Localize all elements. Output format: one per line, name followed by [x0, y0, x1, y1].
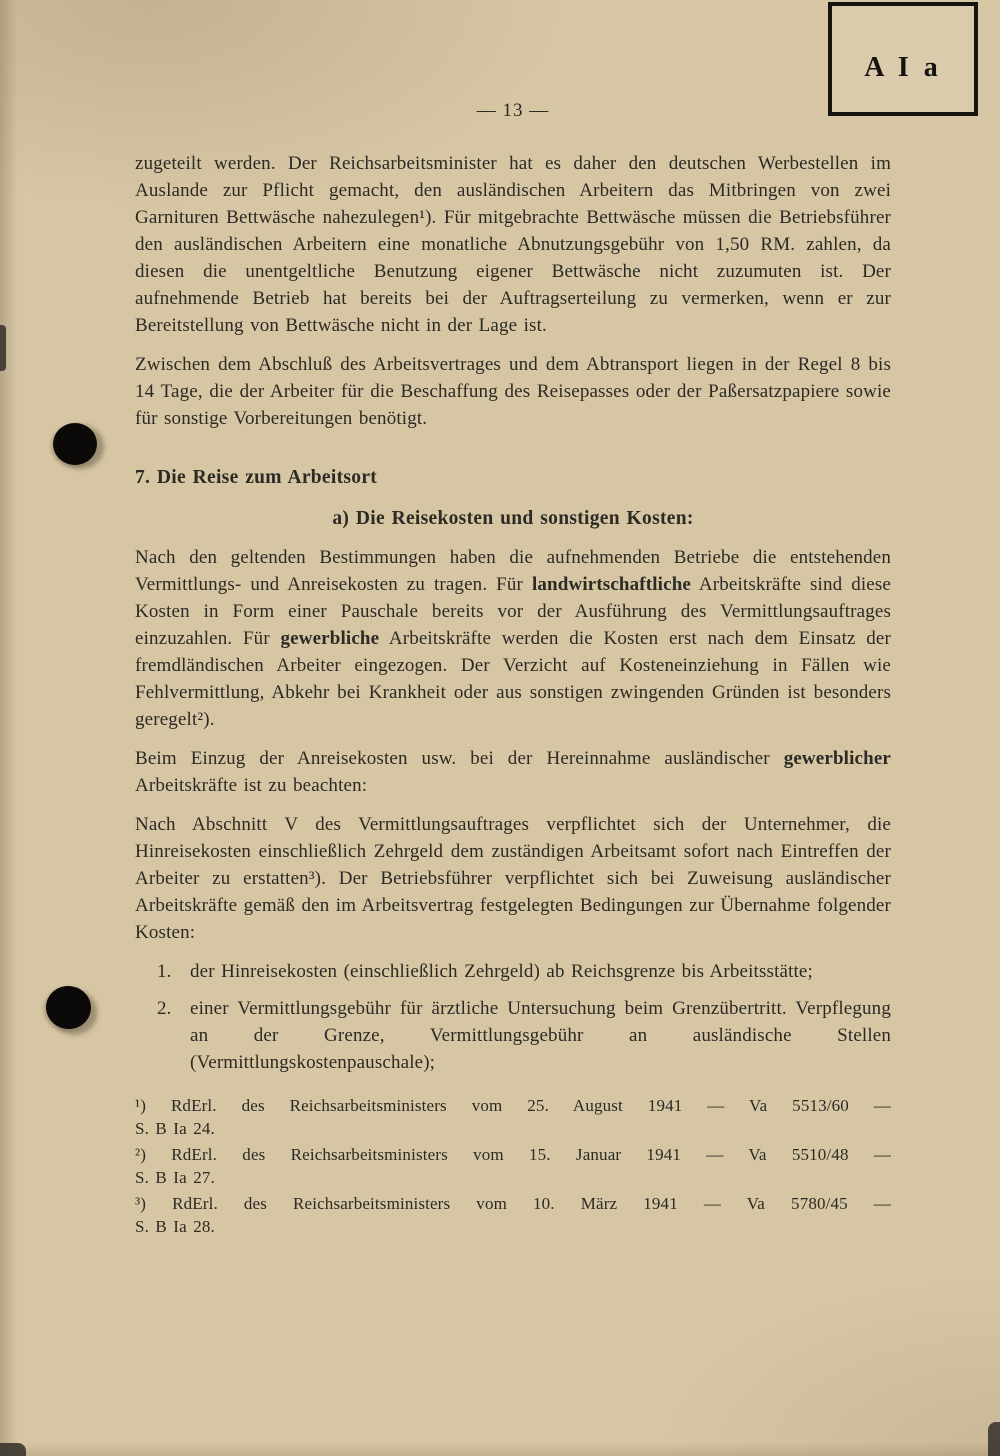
footnote-3 [135, 1192, 891, 1238]
footnote-1 [135, 1094, 891, 1140]
list-number: 2. [157, 998, 172, 1019]
footnote-text: ¹) RdErl. des Reichsarbeitsministers vom 25. August 1941 — Va 5513/60 — [135, 1096, 891, 1115]
section-label: A I a [864, 52, 942, 83]
list-text: der Hinreisekosten (einschließlich Zehrgeld) ab Reichsgrenze bis Arbeitsstätte; [190, 961, 813, 982]
section-label-box [828, 2, 978, 116]
footnote-2 [135, 1143, 891, 1189]
list-text: einer Vermittlungsgebühr für ärztliche Untersuchung beim Grenzübertritt. Verpflegung an der Grenze, Vermittlungsgebühr an ausländische Stellen (Vermittlungskostenpauschale); [190, 998, 891, 1073]
scan-artifact-bottom-left [0, 1443, 26, 1456]
page-number: — 13 — [476, 100, 550, 121]
list-number: 1. [157, 961, 172, 982]
scan-artifact-bottom-right [988, 1422, 1000, 1456]
punch-hole-bottom [43, 983, 94, 1032]
punch-hole-top [53, 423, 97, 465]
scan-artifact-left-edge [0, 325, 6, 371]
paragraph-costs: Nach den geltenden Bestimmungen haben die aufnehmenden Betriebe die entstehenden Vermittlungs- und Anreisekosten zu tragen. Für landwirtschaftliche Arbeitskräfte sind diese Kosten in Form einer Pauschale bereits vor der Ausführung des Vermittlungsauftrages einzuzahlen. Für gewerbliche Arbeitskräfte werden die Kosten erst nach dem Einsatz der fremdländischen Arbeiter eingezogen. Der Verzicht auf Kosteneinziehung in Fällen wie Fehlvermittlung, Abkehr bei Krankheit oder aus sonstigen zwingenden Gründen ist besonders geregelt²). [135, 547, 891, 730]
sub-heading: a) Die Reisekosten und sonstigen Kosten: [332, 508, 694, 529]
paragraph-section-v: Nach Abschnitt V des Vermittlungsauftrages verpflichtet sich der Unternehmer, die Hinreisekosten einschließlich Zehrgeld dem zuständigen Arbeitsamt sofort nach Eintreffen der Arbeiter zu erstatten³). Der Betriebsführer verpflichtet sich bei Zuweisung ausländischer Arbeitskräfte gemäß den im Arbeitsvertrag festgelegten Bedingungen zur Übernahme folgender Kosten: [135, 814, 891, 943]
paragraph-travel-delay: Zwischen dem Abschluß des Arbeitsvertrages und dem Abtransport liegen in der Regel 8 bis 14 Tage, die der Arbeiter für die Beschaffung des Reisepasses oder der Paßersatzpapiere sowie für sonstige Vorbereitungen benötigt. [135, 354, 891, 429]
cost-list [135, 958, 891, 1076]
text-column [135, 150, 891, 1241]
footnotes-block [135, 1094, 891, 1238]
section-heading: 7. Die Reise zum Arbeitsort [135, 467, 378, 488]
list-item-1 [135, 958, 891, 985]
footnote-reference: S. B Ia 24. [135, 1119, 215, 1138]
footnote-reference: S. B Ia 28. [135, 1217, 215, 1236]
paragraph-bedding: zugeteilt werden. Der Reichsarbeitsminister hat es daher den deutschen Werbestellen im Auslande zur Pflicht gemacht, den ausländischen Arbeitern das Mitbringen von zwei Garnituren Bettwäsche nahezulegen¹). Für mitgebrachte Bettwäsche müssen die Betriebsführer den ausländischen Arbeitern eine monatliche Abnutzungsgebühr von 1,50 RM. zahlen, da diesen die unentgeltliche Benutzung eigener Bettwäsche nicht zuzumuten ist. Der aufnehmende Betrieb hat bereits bei der Auftragserteilung zu vermerken, wenn er zur Bereitstellung von Bettwäsche nicht in der Lage ist. [135, 153, 891, 336]
paragraph-collection-note: Beim Einzug der Anreisekosten usw. bei der Hereinnahme ausländischer gewerblicher Arbeitskräfte ist zu beachten: [135, 748, 891, 796]
footnote-text: ³) RdErl. des Reichsarbeitsministers vom 10. März 1941 — Va 5780/45 — [135, 1194, 891, 1213]
footnote-text: ²) RdErl. des Reichsarbeitsministers vom 15. Januar 1941 — Va 5510/48 — [135, 1145, 891, 1164]
list-item-2 [135, 995, 891, 1076]
footnote-reference: S. B Ia 27. [135, 1168, 215, 1187]
